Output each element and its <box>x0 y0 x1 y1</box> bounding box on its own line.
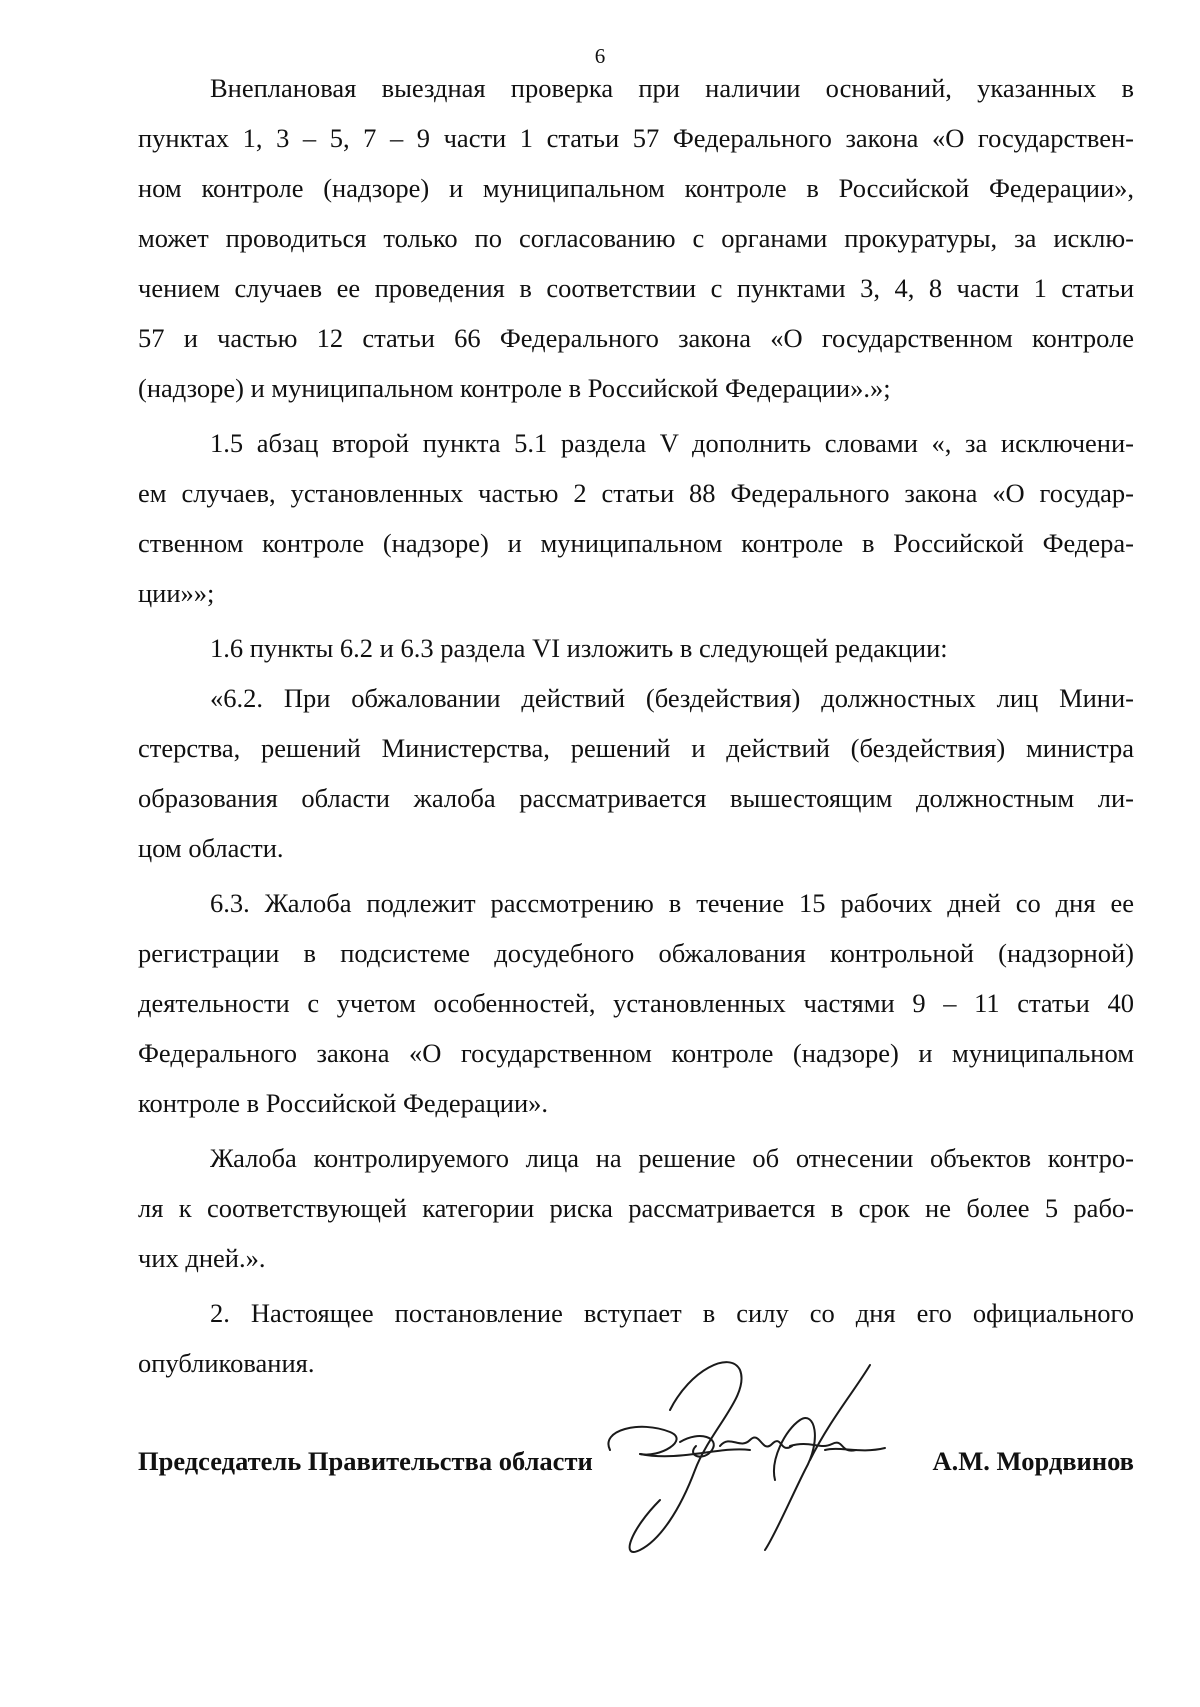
paragraph-1 <box>138 63 1134 413</box>
text-line: Федерального закона «О государственном контроле (надзоре) и муниципальном <box>138 1038 1134 1068</box>
paragraph-4 <box>138 673 1134 873</box>
text-line: опубликования. <box>138 1348 315 1378</box>
paragraph-5 <box>138 878 1134 1128</box>
text-line: ственном контроле (надзоре) и муниципальном контроле в Российской Федера- <box>138 528 1134 558</box>
text-line: 57 и частью 12 статьи 66 Федерального закона «О государственном контроле <box>138 323 1134 353</box>
text-line: образования области жалоба рассматривается вышестоящим должностным ли- <box>138 783 1134 813</box>
text-line: регистрации в подсистеме досудебного обжалования контрольной (надзорной) <box>138 938 1134 968</box>
text-line: 2. Настоящее постановление вступает в силу со дня его официального <box>210 1298 1134 1328</box>
text-line: пунктах 1, 3 – 5, 7 – 9 части 1 статьи 57 Федерального закона «О государствен- <box>138 123 1134 153</box>
text-line: ем случаев, установленных частью 2 статьи 88 Федерального закона «О государ- <box>138 478 1134 508</box>
text-line: цом области. <box>138 833 284 863</box>
text-line: Внеплановая выездная проверка при наличии оснований, указанных в <box>210 73 1134 103</box>
text-line: может проводиться только по согласованию с органами прокуратуры, за исклю- <box>138 223 1134 253</box>
paragraph-6 <box>138 1133 1134 1283</box>
signatory-name: А.М. Мордвинов <box>932 1446 1134 1476</box>
text-line: деятельности с учетом особенностей, установленных частями 9 – 11 статьи 40 <box>138 988 1134 1018</box>
paragraph-3 <box>138 623 1134 673</box>
paragraph-2 <box>138 418 1134 618</box>
text-line: ля к соответствующей категории риска рассматривается в срок не более 5 рабо- <box>138 1193 1134 1223</box>
text-line: ции»»; <box>138 578 215 608</box>
text-line: 1.5 абзац второй пункта 5.1 раздела V дополнить словами «, за исключени- <box>210 428 1134 458</box>
text-line: стерства, решений Министерства, решений и действий (бездействия) министра <box>138 733 1134 763</box>
text-line: (надзоре) и муниципальном контроле в Российской Федерации».»; <box>138 373 891 403</box>
page-number: 6 <box>594 44 606 68</box>
text-line: 6.3. Жалоба подлежит рассмотрению в течение 15 рабочих дней со дня ее <box>210 888 1134 918</box>
text-line: «6.2. При обжаловании действий (бездействия) должностных лиц Мини- <box>210 683 1134 713</box>
signatory-title: Председатель Правительства области <box>138 1446 593 1476</box>
signature-block <box>138 1441 1134 1481</box>
text-line: контроле в Российской Федерации». <box>138 1088 549 1118</box>
text-line: чих дней.». <box>138 1243 266 1273</box>
document-body <box>138 63 1134 1388</box>
text-line: чением случаев ее проведения в соответствии с пунктами 3, 4, 8 части 1 статьи <box>138 273 1134 303</box>
text-line: Жалоба контролируемого лица на решение об отнесении объектов контро- <box>210 1143 1134 1173</box>
text-line: ном контроле (надзоре) и муниципальном контроле в Российской Федерации», <box>138 173 1134 203</box>
text-line: 1.6 пункты 6.2 и 6.3 раздела VI изложить в следующей редакции: <box>210 633 948 663</box>
